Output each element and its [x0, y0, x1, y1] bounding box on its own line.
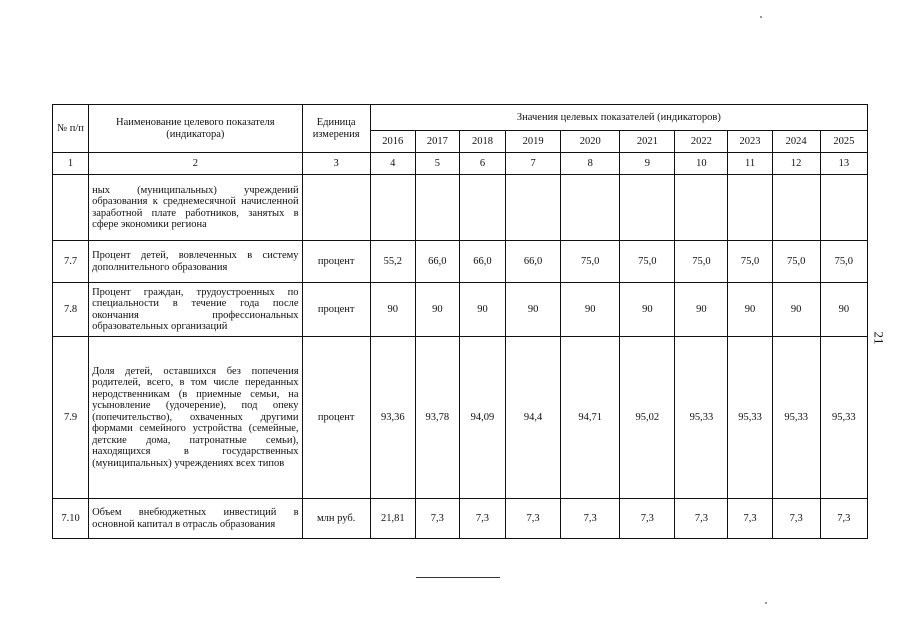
- table-row: [53, 499, 868, 539]
- value-cell: 90: [415, 283, 459, 337]
- value-cell: 93,78: [415, 337, 459, 499]
- unit-cell: [302, 175, 370, 241]
- header-year: 2021: [620, 131, 675, 153]
- value-cell: 90: [459, 283, 505, 337]
- value-cell: 7,3: [620, 499, 675, 539]
- value-cell: 7,3: [728, 499, 772, 539]
- column-number: 1: [53, 153, 89, 175]
- header-year: 2025: [820, 131, 867, 153]
- value-cell: 90: [370, 283, 415, 337]
- value-cell: 94,71: [561, 337, 620, 499]
- value-cell: 7,3: [415, 499, 459, 539]
- table-row: [53, 175, 868, 241]
- table-row: [53, 241, 868, 283]
- value-cell: 7,3: [772, 499, 820, 539]
- header-year: 2016: [370, 131, 415, 153]
- header-name: Наименование целевого показателя (индикатора): [89, 105, 302, 153]
- header-num: № п/п: [53, 105, 89, 153]
- scan-speck: [760, 16, 762, 18]
- header-year: 2024: [772, 131, 820, 153]
- header-year: 2020: [561, 131, 620, 153]
- value-cell: [506, 175, 561, 241]
- value-cell: 75,0: [772, 241, 820, 283]
- value-cell: 93,36: [370, 337, 415, 499]
- value-cell: [820, 175, 867, 241]
- value-cell: 21,81: [370, 499, 415, 539]
- header-year: 2018: [459, 131, 505, 153]
- unit-cell: млн руб.: [302, 499, 370, 539]
- unit-cell: процент: [302, 337, 370, 499]
- value-cell: 94,09: [459, 337, 505, 499]
- value-cell: 90: [675, 283, 728, 337]
- value-cell: [620, 175, 675, 241]
- column-number: 13: [820, 153, 867, 175]
- column-number: 3: [302, 153, 370, 175]
- value-cell: [675, 175, 728, 241]
- indicator-name: Объем внебюджетных инвестиций в основной капитал в отрасль образования: [89, 499, 302, 539]
- value-cell: 90: [772, 283, 820, 337]
- value-cell: 95,33: [772, 337, 820, 499]
- value-cell: 7,3: [820, 499, 867, 539]
- indicators-table: [52, 104, 868, 539]
- value-cell: 75,0: [561, 241, 620, 283]
- column-number: 11: [728, 153, 772, 175]
- header-year: 2023: [728, 131, 772, 153]
- value-cell: 75,0: [675, 241, 728, 283]
- value-cell: 95,33: [675, 337, 728, 499]
- row-number: 7.8: [53, 283, 89, 337]
- value-cell: [561, 175, 620, 241]
- value-cell: 66,0: [459, 241, 505, 283]
- row-number: [53, 175, 89, 241]
- value-cell: [415, 175, 459, 241]
- value-cell: [772, 175, 820, 241]
- table-row: [53, 283, 868, 337]
- value-cell: 7,3: [675, 499, 728, 539]
- column-number: 10: [675, 153, 728, 175]
- value-cell: 90: [820, 283, 867, 337]
- column-number: 5: [415, 153, 459, 175]
- column-number: 4: [370, 153, 415, 175]
- column-number: 7: [506, 153, 561, 175]
- unit-cell: процент: [302, 241, 370, 283]
- row-number: 7.10: [53, 499, 89, 539]
- value-cell: 75,0: [728, 241, 772, 283]
- value-cell: 7,3: [459, 499, 505, 539]
- header-unit: Единица измерения: [302, 105, 370, 153]
- indicator-name: Процент граждан, трудоустроенных по специальности в течение года после окончания профессиональных образовательных организаций: [89, 283, 302, 337]
- indicator-name: Доля детей, оставшихся без попечения родителей, всего, в том числе переданных неродственникам (в приемные семьи, на усыновление (удочерение), под опеку (попечительство), охваченных другими формами семейного устройства (семейные, детские дома, патронатные семьи), находящихся в государственных (муниципальных) учреждениях всех типов: [89, 337, 302, 499]
- indicator-name: ных (муниципальных) учреждений образования к среднемесячной начисленной заработной плате работников, занятых в сфере экономики региона: [89, 175, 302, 241]
- value-cell: 95,33: [820, 337, 867, 499]
- value-cell: 90: [728, 283, 772, 337]
- value-cell: 90: [561, 283, 620, 337]
- value-cell: 75,0: [820, 241, 867, 283]
- value-cell: 94,4: [506, 337, 561, 499]
- value-cell: 66,0: [506, 241, 561, 283]
- header-year: 2017: [415, 131, 459, 153]
- value-cell: 90: [620, 283, 675, 337]
- value-cell: [459, 175, 505, 241]
- column-number: 12: [772, 153, 820, 175]
- value-cell: 90: [506, 283, 561, 337]
- column-number: 2: [89, 153, 302, 175]
- value-cell: [728, 175, 772, 241]
- indicator-name: Процент детей, вовлеченных в систему дополнительного образования: [89, 241, 302, 283]
- value-cell: 95,33: [728, 337, 772, 499]
- header-values: Значения целевых показателей (индикаторов): [370, 105, 867, 131]
- header-year: 2022: [675, 131, 728, 153]
- row-number: 7.7: [53, 241, 89, 283]
- value-cell: 66,0: [415, 241, 459, 283]
- column-number: 9: [620, 153, 675, 175]
- scan-speck: [765, 602, 767, 604]
- value-cell: 75,0: [620, 241, 675, 283]
- page-number: 21: [871, 331, 887, 345]
- column-number: 8: [561, 153, 620, 175]
- value-cell: [370, 175, 415, 241]
- unit-cell: процент: [302, 283, 370, 337]
- value-cell: 7,3: [506, 499, 561, 539]
- row-number: 7.9: [53, 337, 89, 499]
- table-row: [53, 337, 868, 499]
- value-cell: 55,2: [370, 241, 415, 283]
- column-number: 6: [459, 153, 505, 175]
- footnote-divider: [416, 577, 500, 578]
- value-cell: 7,3: [561, 499, 620, 539]
- value-cell: 95,02: [620, 337, 675, 499]
- header-year: 2019: [506, 131, 561, 153]
